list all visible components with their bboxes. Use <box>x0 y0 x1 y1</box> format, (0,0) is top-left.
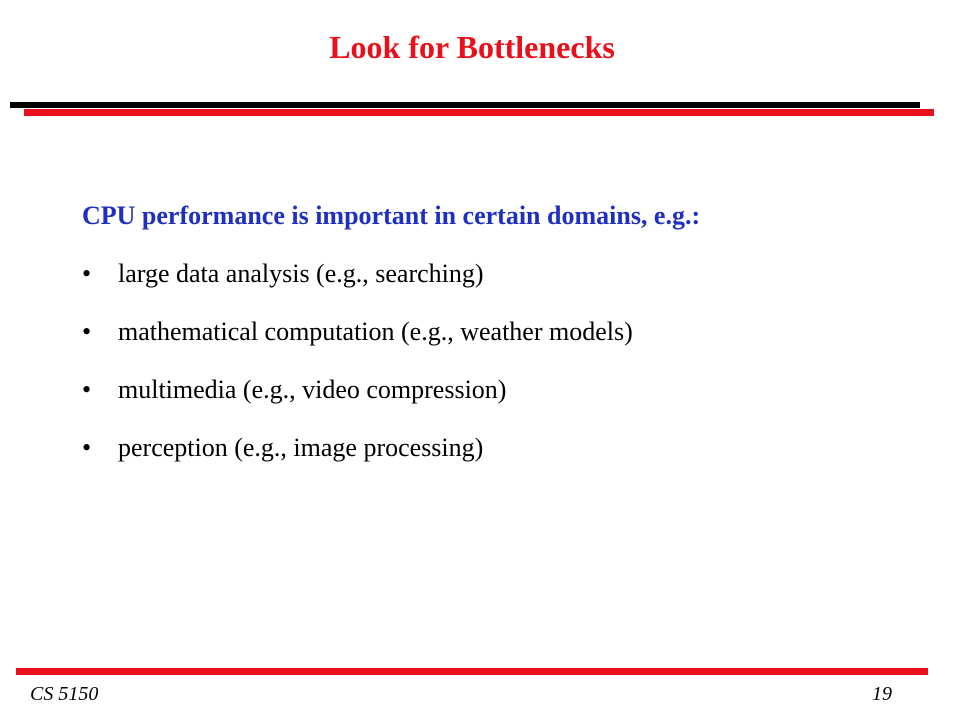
bullet-text: multimedia (e.g., video compression) <box>118 375 507 404</box>
bullet-item <box>82 258 633 316</box>
bullet-mark: • <box>82 317 92 346</box>
bullet-mark: • <box>82 433 92 462</box>
slide-title: Look for Bottlenecks <box>329 29 615 65</box>
footer-course: CS 5150 <box>30 683 99 705</box>
bullet-mark: • <box>82 259 92 288</box>
bullet-item <box>82 432 633 490</box>
bullet-text: perception (e.g., image processing) <box>118 433 484 462</box>
footer-page-number: 19 <box>872 683 892 705</box>
bullet-mark: • <box>82 375 92 404</box>
bullet-text: large data analysis (e.g., searching) <box>118 259 484 288</box>
title-rule-black <box>10 102 920 108</box>
footer-rule <box>16 668 928 675</box>
intro-text: CPU performance is important in certain domains, e.g.: <box>82 201 701 230</box>
bullet-text: mathematical computation (e.g., weather models) <box>118 317 633 346</box>
bullet-item <box>82 316 633 374</box>
bullet-item <box>82 374 633 432</box>
bullet-list <box>82 258 633 490</box>
title-rule-red <box>24 109 934 116</box>
